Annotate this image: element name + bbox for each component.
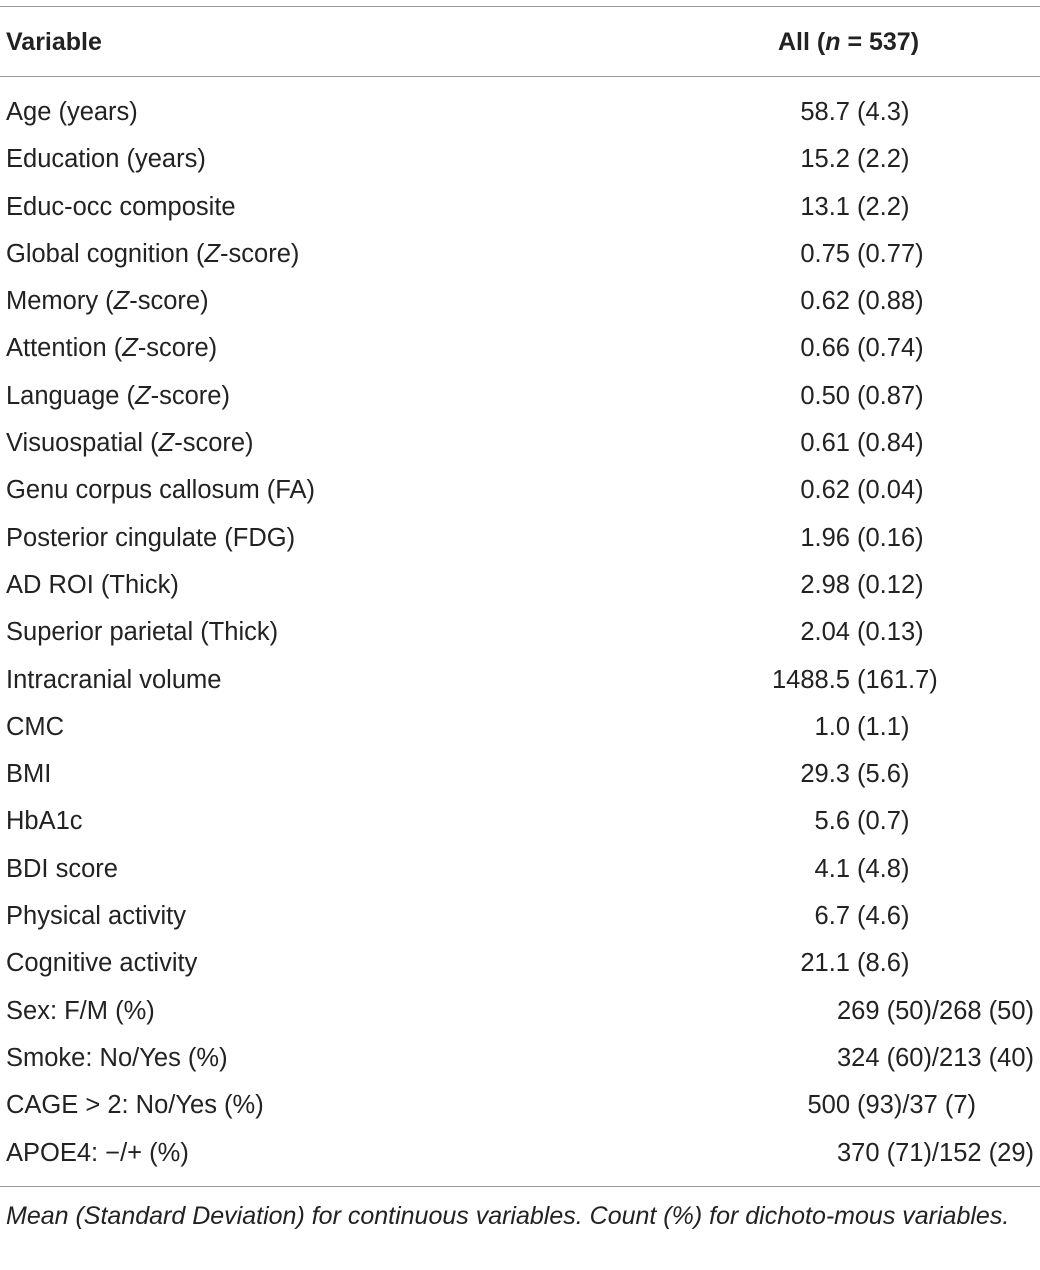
all-header-suffix: = 537)	[840, 28, 920, 56]
row-count: 269 (50)/268 (50)	[836, 996, 1034, 1025]
row-label-pre: Visuospatial (	[6, 429, 159, 458]
row-sd: (0.13)	[857, 618, 924, 647]
row-mean: 15.2	[800, 145, 850, 174]
row-label: Intracranial volume	[6, 665, 222, 694]
table-row	[0, 184, 1040, 231]
row-label: AD ROI (Thick)	[6, 570, 179, 599]
row-mean: 0.61	[800, 429, 850, 458]
row-sd: (0.77)	[857, 239, 924, 268]
row-label-post: -score)	[137, 334, 218, 363]
table-row	[0, 373, 1040, 420]
row-mean: 2.98	[800, 570, 850, 599]
row-mean: 2.04	[800, 618, 850, 647]
table-footnote: Mean (Standard Deviation) for continuous variables. Count (%) for dichoto-mous variables.	[6, 1202, 1010, 1230]
row-label-post: -score)	[129, 287, 209, 316]
row-label: HbA1c	[6, 807, 83, 836]
row-sd: (1.1)	[857, 712, 910, 741]
table-row	[0, 325, 1040, 372]
table-row	[0, 467, 1040, 514]
row-mean: 1.0	[814, 712, 850, 741]
row-sd: (4.3)	[857, 98, 910, 126]
row-label: BDI score	[6, 854, 118, 883]
table-row	[0, 704, 1040, 751]
row-sd: (2.2)	[857, 145, 910, 174]
table-row	[0, 136, 1040, 183]
row-count: 370 (71)/152 (29)	[836, 1138, 1034, 1167]
table-row	[0, 893, 1040, 940]
row-label: Cognitive activity	[6, 949, 198, 978]
row-label-z: Z	[158, 429, 175, 458]
all-column-header	[778, 28, 919, 57]
row-sd: (0.87)	[857, 381, 924, 410]
row-mean: 0.62	[800, 287, 850, 316]
all-header-n: n	[825, 28, 841, 56]
row-label: CAGE > 2: No/Yes (%)	[6, 1091, 264, 1120]
row-sd: (4.6)	[857, 902, 910, 931]
table-row	[0, 420, 1040, 467]
row-label-pre: Memory (	[6, 287, 114, 316]
bottom-rule	[0, 1186, 1040, 1187]
row-mean: 1488.5	[772, 665, 850, 694]
row-mean: 58.7	[800, 98, 850, 126]
row-label: Posterior cingulate (FDG)	[6, 523, 296, 552]
table-row	[0, 798, 1040, 845]
table-body	[0, 89, 1040, 1177]
row-count-first: 500	[807, 1091, 850, 1120]
row-sd: (2.2)	[857, 192, 910, 221]
row-mean: 6.7	[814, 902, 850, 931]
row-count-rest: (93)/37 (7)	[857, 1091, 977, 1120]
table-row	[0, 231, 1040, 278]
row-label-z: Z	[113, 287, 130, 316]
row-mean: 0.66	[800, 334, 850, 363]
table-row	[0, 89, 1040, 136]
row-label: Age (years)	[6, 98, 138, 126]
row-mean: 1.96	[800, 523, 850, 552]
row-mean: 0.75	[800, 239, 850, 268]
all-header-prefix: All (	[778, 28, 826, 56]
table-row	[0, 1082, 1040, 1129]
header-rule	[0, 76, 1040, 77]
row-sd: (0.12)	[857, 570, 924, 599]
row-mean: 5.6	[814, 807, 850, 836]
table-row	[0, 988, 1040, 1035]
table-row	[0, 1130, 1040, 1177]
row-count: 324 (60)/213 (40)	[836, 1043, 1034, 1072]
row-sd: (4.8)	[857, 854, 910, 883]
row-sd: (0.04)	[857, 476, 924, 505]
table-row	[0, 278, 1040, 325]
row-mean: 0.62	[800, 476, 850, 505]
row-label	[6, 231, 299, 278]
table-row	[0, 940, 1040, 987]
row-label: Genu corpus callosum (FA)	[6, 476, 315, 505]
row-label: Physical activity	[6, 902, 186, 931]
table-row	[0, 1035, 1040, 1082]
table-row	[0, 657, 1040, 704]
row-mean: 4.1	[814, 854, 850, 883]
table-row	[0, 562, 1040, 609]
row-sd: (5.6)	[857, 760, 910, 789]
row-sd: (0.74)	[857, 334, 924, 363]
row-sd: (161.7)	[857, 665, 938, 694]
row-label: Sex: F/M (%)	[6, 996, 155, 1025]
row-mean: 29.3	[800, 760, 850, 789]
row-label: APOE4: −/+ (%)	[6, 1138, 189, 1167]
table-row	[0, 846, 1040, 893]
table-row	[0, 609, 1040, 656]
row-label-pre: Attention (	[6, 334, 123, 363]
row-sd: (0.84)	[857, 429, 924, 458]
row-label-post: -score)	[220, 239, 300, 268]
row-label: Education (years)	[6, 145, 206, 174]
row-label: Superior parietal (Thick)	[6, 618, 279, 647]
row-mean: 0.50	[800, 381, 850, 410]
row-label	[6, 420, 254, 467]
table-row	[0, 515, 1040, 562]
row-label: BMI	[6, 760, 52, 789]
row-sd: (0.88)	[857, 287, 924, 316]
row-sd: (0.16)	[857, 523, 924, 552]
row-mean: 13.1	[800, 192, 850, 221]
row-mean: 21.1	[800, 949, 850, 978]
row-sd: (8.6)	[857, 949, 910, 978]
row-label-z: Z	[135, 381, 151, 410]
table-row	[0, 751, 1040, 798]
row-label-post: -score)	[174, 429, 254, 458]
row-label	[6, 373, 230, 420]
row-label: CMC	[6, 712, 65, 741]
row-label	[6, 325, 217, 372]
row-label-post: -score)	[150, 381, 230, 410]
row-label-z: Z	[204, 239, 221, 268]
row-label: Smoke: No/Yes (%)	[6, 1043, 228, 1072]
table-header-row	[0, 6, 1040, 76]
row-label: Educ-occ composite	[6, 192, 236, 221]
row-label-z: Z	[122, 334, 138, 363]
row-sd: (0.7)	[857, 807, 910, 836]
row-label-pre: Language (	[6, 381, 136, 410]
row-label	[6, 278, 209, 325]
row-label-pre: Global cognition (	[6, 239, 205, 268]
variable-column-header: Variable	[6, 28, 102, 56]
